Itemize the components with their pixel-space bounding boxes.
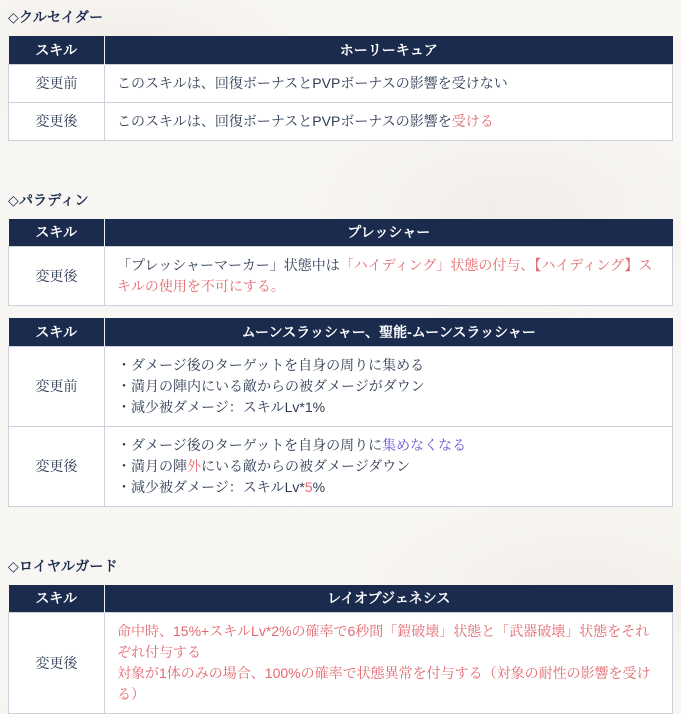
skill-column-header: スキル — [9, 585, 105, 613]
content-line — [117, 477, 660, 498]
skill-column-header: スキル — [9, 36, 105, 64]
change-label-cell: 変更後 — [9, 426, 105, 506]
skill-table-moon-slasher — [8, 318, 673, 507]
skill-name-header: ムーンスラッシャー、聖能-ムーンスラッシャー — [105, 318, 673, 346]
table-header-row — [9, 585, 673, 613]
content-line — [117, 255, 660, 297]
text-segment: ・満月の陣内にいる敵からの被ダメージがダウン — [117, 378, 425, 394]
change-label-cell: 変更前 — [9, 346, 105, 426]
table-row — [9, 102, 673, 140]
text-segment: % — [313, 479, 325, 495]
change-label-cell: 変更前 — [9, 64, 105, 102]
change-label-cell: 変更後 — [9, 613, 105, 714]
skill-name-header: プレッシャー — [105, 219, 673, 247]
section-heading-royal-guard: ◇ロイヤルガード — [8, 558, 673, 574]
change-content-cell — [105, 247, 673, 306]
text-segment-highlight: 対象が1体のみの場合、100%の確率で状態異常を付与する（対象の耐性の影響を受ける） — [117, 665, 651, 702]
text-segment-highlight: 受ける — [452, 113, 494, 129]
text-segment: 「プレッシャーマーカー」状態中は — [117, 257, 340, 273]
content-line — [117, 663, 660, 705]
change-content-cell — [105, 346, 673, 426]
table-row — [9, 247, 673, 306]
change-content-cell — [105, 102, 673, 140]
skill-column-header: スキル — [9, 318, 105, 346]
text-segment-highlight: 「ハイディング」状態の付与、【ハイディング】スキルの使用を不可にする。 — [117, 257, 652, 294]
table-header-row — [9, 36, 673, 64]
table-row — [9, 426, 673, 506]
content-line — [117, 456, 660, 477]
table-row — [9, 64, 673, 102]
table-header-row — [9, 318, 673, 346]
section-heading-crusader: ◇クルセイダー — [8, 9, 673, 25]
text-segment: ・満月の陣 — [117, 458, 187, 474]
change-content-cell — [105, 64, 673, 102]
text-segment: にいる敵からの被ダメージダウン — [201, 458, 410, 474]
content-line — [117, 73, 660, 94]
table-header-row — [9, 219, 673, 247]
text-segment: ・減少被ダメージ：スキルLv* — [117, 479, 305, 495]
text-segment-highlight: 集めなくなる — [382, 437, 466, 453]
content-line — [117, 111, 660, 132]
text-segment: ・ダメージ後のターゲットを自身の周りに — [117, 437, 382, 453]
change-label-cell: 変更後 — [9, 102, 105, 140]
change-content-cell — [105, 613, 673, 714]
text-segment-highlight: 命中時、15%+スキルLv*2%の確率で6秒間「鎧破壊」状態と「武器破壊」状態をそれぞれ付与する — [117, 623, 649, 660]
skill-name-header: レイオブジェネシス — [105, 585, 673, 613]
skill-table-pressure — [8, 219, 673, 307]
content-line — [117, 397, 660, 418]
skill-table-holy-cure — [8, 36, 673, 141]
text-segment: ・減少被ダメージ：スキルLv*1% — [117, 399, 325, 415]
section-heading-paladin: ◇パラディン — [8, 192, 673, 208]
content-line — [117, 355, 660, 376]
change-content-cell — [105, 426, 673, 506]
text-segment-highlight: 5 — [305, 479, 313, 495]
skill-name-header: ホーリーキュア — [105, 36, 673, 64]
content-line — [117, 621, 660, 663]
table-row — [9, 613, 673, 714]
content-line — [117, 376, 660, 397]
table-row — [9, 346, 673, 426]
text-segment: このスキルは、回復ボーナスとPVPボーナスの影響を受けない — [117, 75, 508, 91]
change-label-cell: 変更後 — [9, 247, 105, 306]
text-segment: このスキルは、回復ボーナスとPVPボーナスの影響を — [117, 113, 452, 129]
skill-table-ray-of-genesis — [8, 585, 673, 714]
text-segment-highlight: 外 — [187, 458, 201, 474]
content-line — [117, 435, 660, 456]
text-segment: ・ダメージ後のターゲットを自身の周りに集める — [117, 357, 424, 373]
skill-column-header: スキル — [9, 219, 105, 247]
